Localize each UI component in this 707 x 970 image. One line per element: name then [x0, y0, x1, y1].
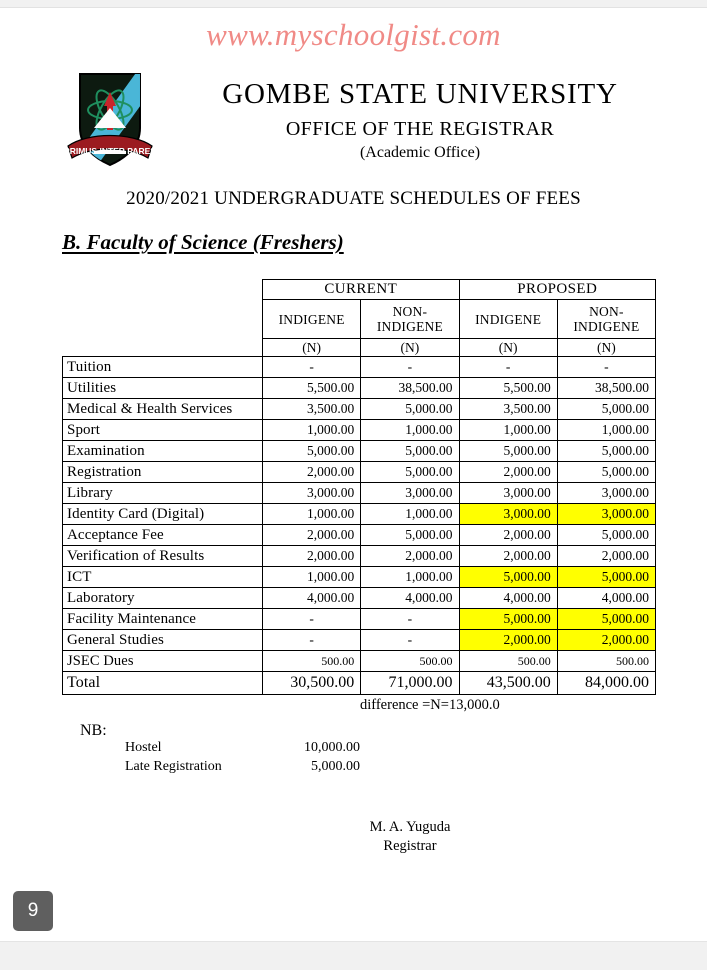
fee-value: 43,500.00	[459, 672, 557, 695]
fee-value: 5,000.00	[557, 441, 655, 462]
table-row	[63, 525, 656, 546]
university-logo-icon	[64, 70, 156, 170]
fee-value: 84,000.00	[557, 672, 655, 695]
sub-header-proposed-non-indigene: NON-INDIGENE	[557, 300, 655, 339]
table-currency-header-row	[63, 339, 656, 357]
table-row	[63, 378, 656, 399]
sub-header-spacer	[63, 300, 263, 339]
table-row	[63, 504, 656, 525]
fee-value: 5,000.00	[459, 441, 557, 462]
nb-label: NB:	[80, 722, 107, 739]
sub-header-current-non-indigene: NON-INDIGENE	[361, 300, 459, 339]
site-watermark: www.myschoolgist.com	[206, 17, 501, 52]
fee-value: 4,000.00	[263, 588, 361, 609]
fee-item-label: Examination	[63, 441, 263, 462]
academic-office-subtitle: (Academic Office)	[359, 144, 481, 162]
fee-value: 38,500.00	[557, 378, 655, 399]
section-title: B. Faculty of Science (Freshers)	[62, 230, 344, 254]
registrar-title: Registrar	[383, 838, 437, 854]
table-total-row	[63, 672, 656, 695]
sub-header-current-indigene: INDIGENE	[263, 300, 361, 339]
fee-value: 3,500.00	[459, 399, 557, 420]
fee-value: 1,000.00	[459, 420, 557, 441]
fee-value: -	[263, 630, 361, 651]
fee-value: 5,500.00	[263, 378, 361, 399]
fee-value: 5,000.00	[361, 525, 459, 546]
fee-value: 5,000.00	[557, 462, 655, 483]
table-row	[63, 567, 656, 588]
fee-value: 30,500.00	[263, 672, 361, 695]
nb-item-name: Late Registration	[125, 759, 222, 774]
table-row	[63, 609, 656, 630]
fee-value: 3,500.00	[263, 399, 361, 420]
fee-value: 2,000.00	[459, 462, 557, 483]
fee-item-label: Library	[63, 483, 263, 504]
currency-header-3: (N)	[459, 339, 557, 357]
fee-value: 500.00	[557, 651, 655, 672]
difference-note: difference =N=13,000.0	[360, 697, 500, 713]
fee-value-highlighted: 5,000.00	[459, 567, 557, 588]
currency-header-4: (N)	[557, 339, 655, 357]
fee-value: 71,000.00	[361, 672, 459, 695]
table-row	[63, 441, 656, 462]
office-name: OFFICE OF THE REGISTRAR	[285, 118, 555, 141]
fee-value: 5,000.00	[361, 462, 459, 483]
fee-item-label: ICT	[63, 567, 263, 588]
fee-value: -	[361, 357, 459, 378]
table-row	[63, 420, 656, 441]
table-row	[63, 399, 656, 420]
nb-item-name: Hostel	[125, 740, 162, 755]
fee-value-highlighted: 2,000.00	[557, 630, 655, 651]
fee-item-label: Utilities	[63, 378, 263, 399]
fee-value: -	[263, 357, 361, 378]
page-top-band	[0, 0, 707, 8]
fee-value: 5,000.00	[361, 441, 459, 462]
document-header	[150, 78, 690, 162]
fee-item-label: Registration	[63, 462, 263, 483]
fee-value: -	[361, 609, 459, 630]
fee-value: 1,000.00	[263, 504, 361, 525]
fees-table	[62, 279, 656, 695]
fee-value: -	[557, 357, 655, 378]
fee-value: 500.00	[459, 651, 557, 672]
schedule-title: 2020/2021 UNDERGRADUATE SCHEDULES OF FEES	[126, 188, 581, 209]
fee-value: 500.00	[263, 651, 361, 672]
fee-item-label: General Studies	[63, 630, 263, 651]
fee-value: 2,000.00	[361, 546, 459, 567]
table-group-header-row	[63, 280, 656, 300]
nb-row	[125, 757, 360, 776]
table-sub-header-row	[63, 300, 656, 339]
table-row	[63, 462, 656, 483]
fee-value: -	[263, 609, 361, 630]
fees-table-head	[63, 280, 656, 357]
fee-value-highlighted: 3,000.00	[557, 504, 655, 525]
nb-table	[125, 738, 360, 776]
currency-header-1: (N)	[263, 339, 361, 357]
nb-item-amount: 5,000.00	[311, 759, 360, 774]
fee-value: 38,500.00	[361, 378, 459, 399]
currency-header-2: (N)	[361, 339, 459, 357]
fee-value: 3,000.00	[557, 483, 655, 504]
fee-value-highlighted: 5,000.00	[459, 609, 557, 630]
fee-value: 1,000.00	[263, 420, 361, 441]
fee-value: 5,000.00	[361, 399, 459, 420]
fee-value: 4,000.00	[361, 588, 459, 609]
group-header-current: CURRENT	[263, 280, 460, 300]
university-name: GOMBE STATE UNIVERSITY	[222, 78, 618, 110]
signature-block	[300, 818, 520, 856]
fee-value: 4,000.00	[557, 588, 655, 609]
fee-item-label: Identity Card (Digital)	[63, 504, 263, 525]
sub-header-proposed-indigene: INDIGENE	[459, 300, 557, 339]
group-header-proposed: PROPOSED	[459, 280, 656, 300]
group-header-spacer	[63, 280, 263, 300]
registrar-name: M. A. Yuguda	[369, 819, 451, 835]
fee-value: 2,000.00	[263, 525, 361, 546]
fee-value: 2,000.00	[263, 546, 361, 567]
fee-item-label: Laboratory	[63, 588, 263, 609]
fee-value: 4,000.00	[459, 588, 557, 609]
fee-value: 3,000.00	[459, 483, 557, 504]
table-row	[63, 483, 656, 504]
fee-item-label: Sport	[63, 420, 263, 441]
fee-value: 3,000.00	[361, 483, 459, 504]
nb-row	[125, 738, 360, 757]
currency-header-spacer	[63, 339, 263, 357]
fee-value: 500.00	[361, 651, 459, 672]
fee-value: 5,000.00	[557, 525, 655, 546]
fee-item-label: Medical & Health Services	[63, 399, 263, 420]
logo-motto-text: PRIMUS INTER PARES	[64, 146, 156, 156]
table-row	[63, 546, 656, 567]
fee-value: -	[361, 630, 459, 651]
table-row	[63, 357, 656, 378]
fee-item-label: Total	[63, 672, 263, 695]
fee-item-label: JSEC Dues	[63, 651, 263, 672]
fees-table-body	[63, 357, 656, 695]
fee-value: 5,000.00	[263, 441, 361, 462]
page-number-badge[interactable]: 9	[13, 891, 53, 931]
fee-item-label: Acceptance Fee	[63, 525, 263, 546]
fee-item-label: Verification of Results	[63, 546, 263, 567]
nb-item-amount: 10,000.00	[304, 740, 360, 755]
fee-value-highlighted: 2,000.00	[459, 630, 557, 651]
fee-value-highlighted: 5,000.00	[557, 609, 655, 630]
fee-value: 3,000.00	[263, 483, 361, 504]
fee-value: 5,000.00	[557, 399, 655, 420]
fee-value: 1,000.00	[263, 567, 361, 588]
fee-item-label: Tuition	[63, 357, 263, 378]
fee-value: 2,000.00	[459, 546, 557, 567]
page-bottom-band	[0, 941, 707, 970]
table-row	[63, 651, 656, 672]
fee-value: 2,000.00	[557, 546, 655, 567]
fee-value: 2,000.00	[263, 462, 361, 483]
fee-value: 1,000.00	[361, 567, 459, 588]
fee-value: 2,000.00	[459, 525, 557, 546]
fee-value: 1,000.00	[361, 504, 459, 525]
fee-value: 1,000.00	[557, 420, 655, 441]
table-row	[63, 588, 656, 609]
fee-value: 1,000.00	[361, 420, 459, 441]
fee-value: -	[459, 357, 557, 378]
fee-value: 5,500.00	[459, 378, 557, 399]
fee-value-highlighted: 3,000.00	[459, 504, 557, 525]
fee-item-label: Facility Maintenance	[63, 609, 263, 630]
fee-value-highlighted: 5,000.00	[557, 567, 655, 588]
table-row	[63, 630, 656, 651]
